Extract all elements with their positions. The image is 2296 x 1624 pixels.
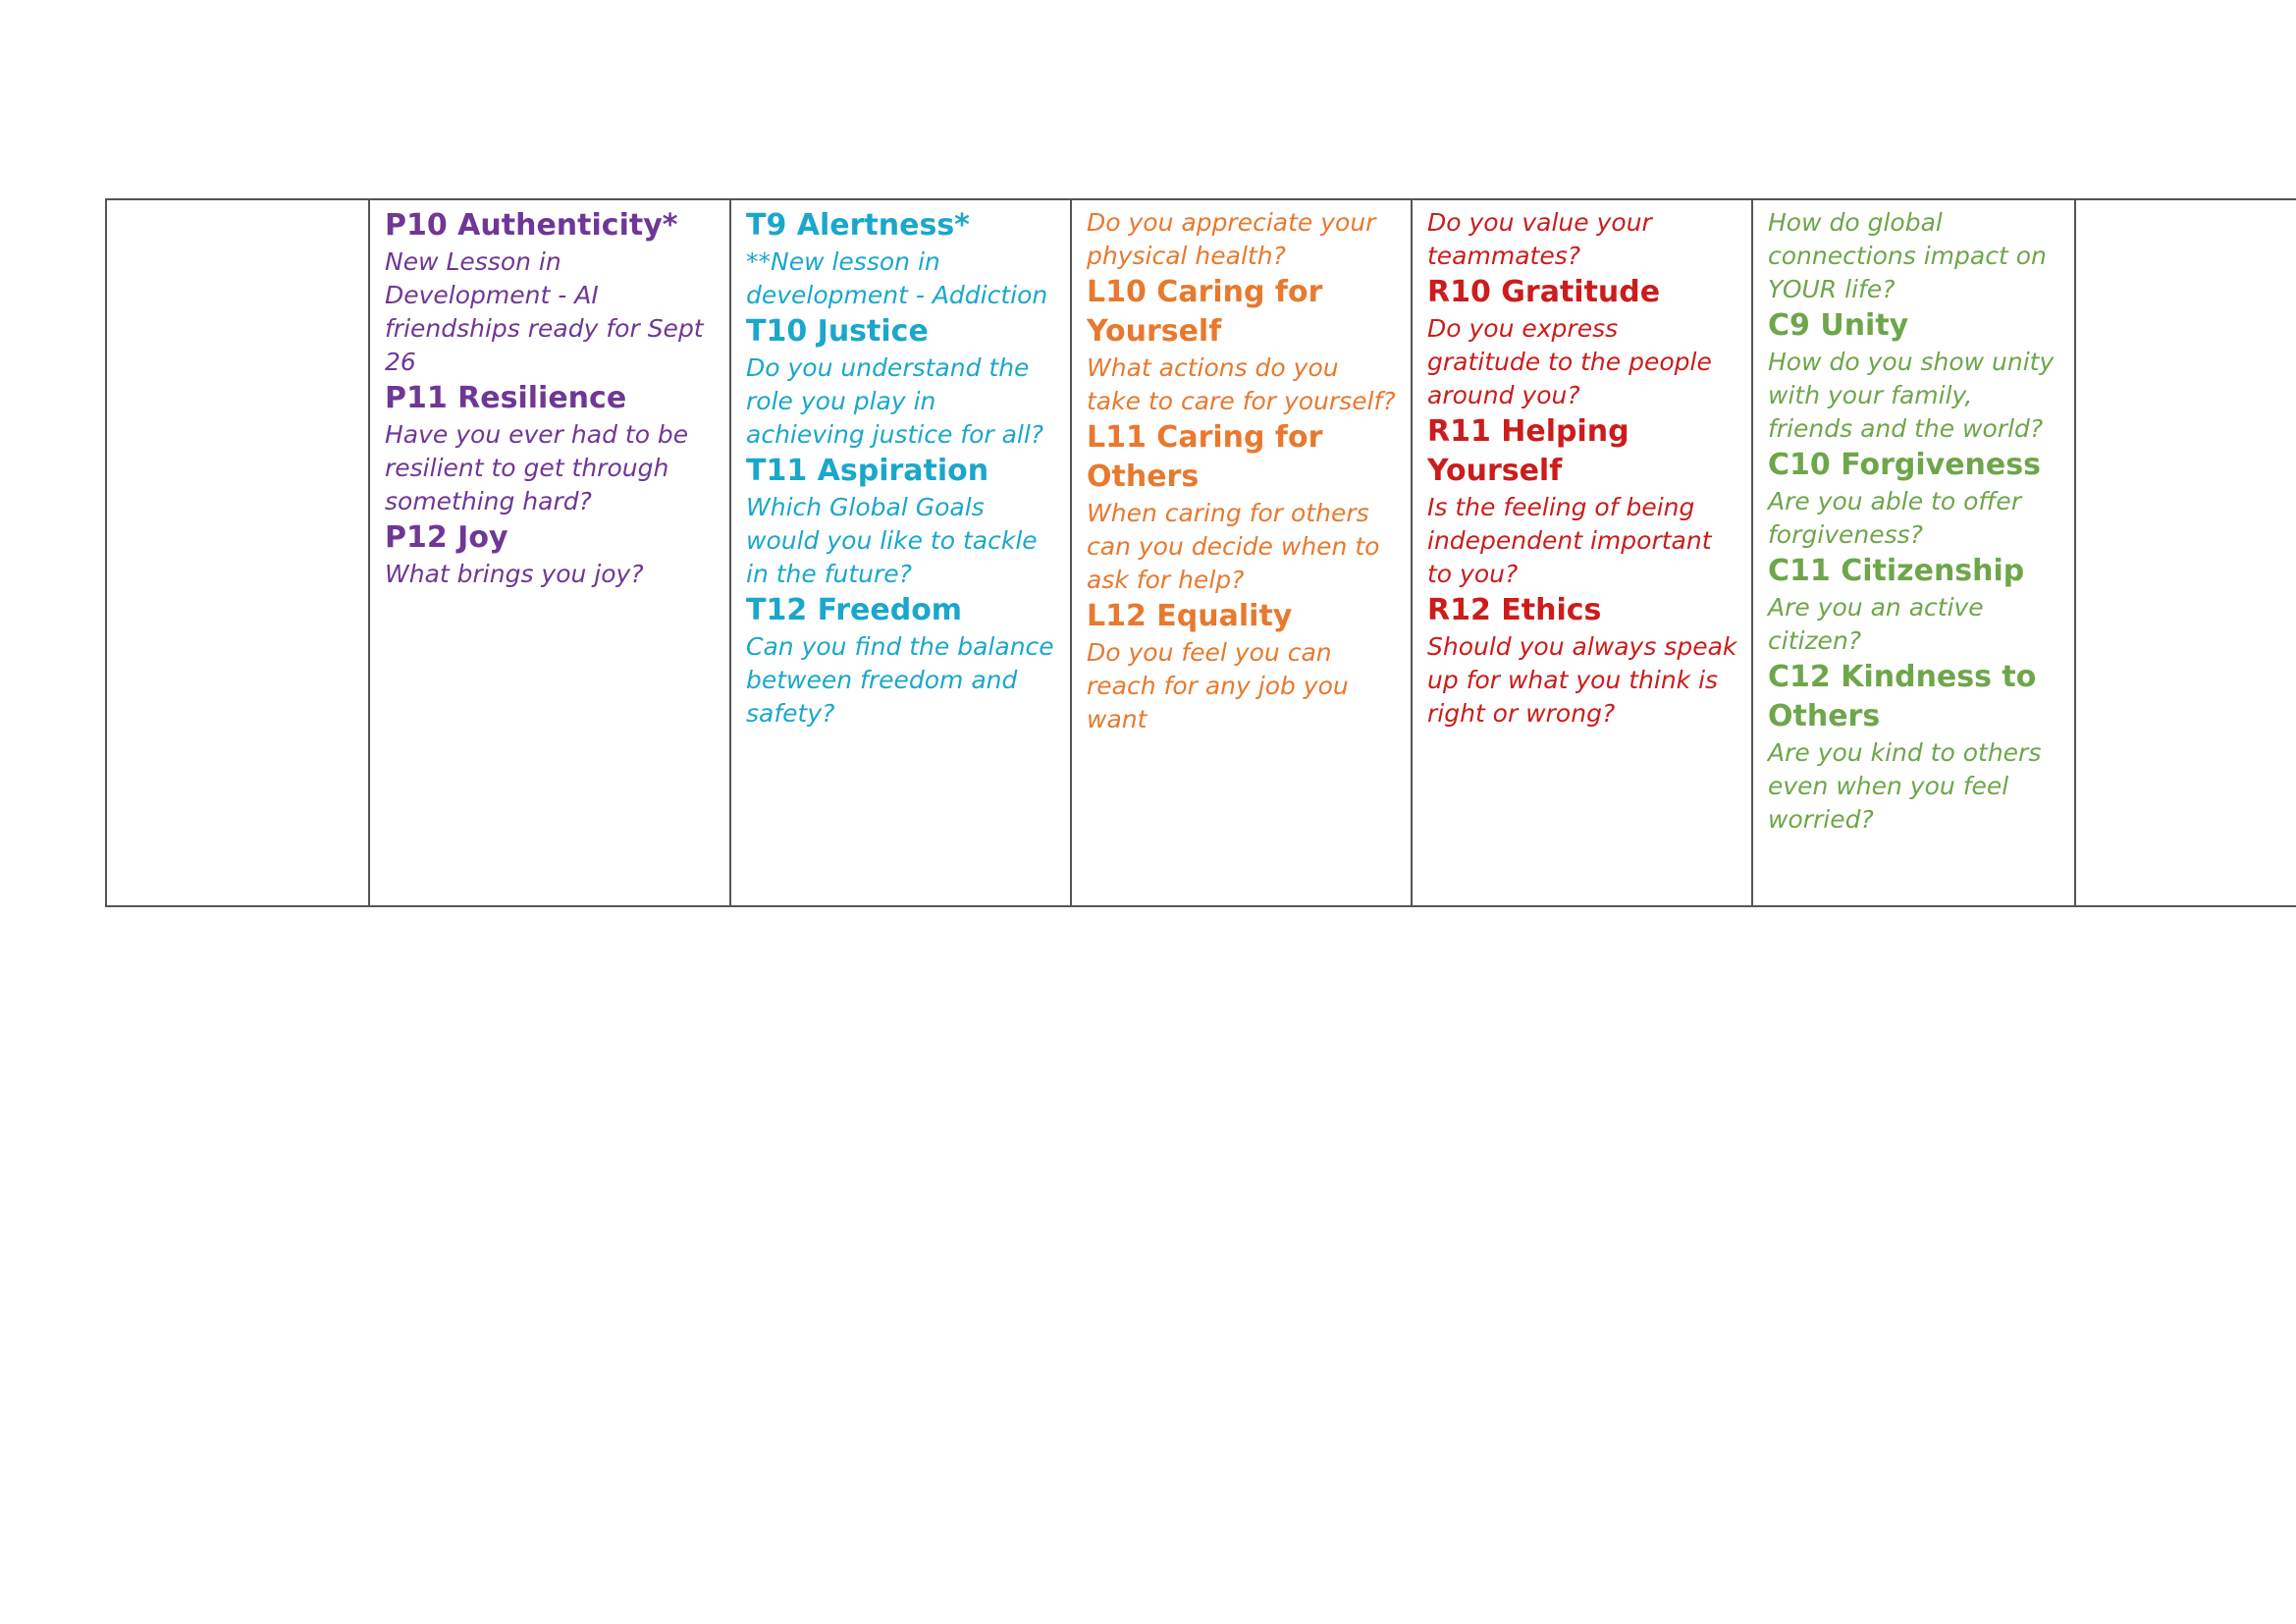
lead-question: Do you value your teammates?	[1427, 208, 1652, 270]
lesson-heading: T12 Freedom	[746, 593, 963, 627]
lesson-question: Have you ever had to be resilient to get through something hard?	[385, 420, 689, 515]
lead-question: How do global connections impact on YOUR life?	[1768, 208, 2047, 303]
lesson-question: Are you kind to others even when you feel worried?	[1768, 738, 2042, 834]
lesson-question: Do you feel you can reach for any job you want	[1087, 638, 1349, 733]
lesson-question: Do you express gratitude to the people around you?	[1427, 314, 1712, 409]
lesson-question: Is the feeling of being independent important to you?	[1427, 493, 1712, 588]
lesson-heading: P11 Resilience	[385, 381, 627, 415]
lesson-heading: L11 Caring for Others	[1087, 420, 1323, 494]
cell-p-lessons	[369, 199, 730, 906]
lesson-question: **New lesson in development - Addiction	[746, 247, 1048, 309]
lesson-question: How do you show unity with your family, friends and the world?	[1768, 348, 2055, 443]
lesson-question: What actions do you take to care for yourself?	[1087, 353, 1396, 415]
lesson-heading: T11 Aspiration	[746, 454, 989, 488]
lesson-heading: C11 Citizenship	[1768, 554, 2025, 588]
lesson-heading: R12 Ethics	[1427, 593, 1602, 627]
lesson-heading: C12 Kindness to Others	[1768, 660, 2037, 733]
lesson-heading: P10 Authenticity*	[385, 208, 678, 243]
lesson-question: Do you understand the role you play in achieving justice for all?	[746, 353, 1044, 449]
lesson-question: Are you able to offer forgiveness?	[1768, 487, 2022, 549]
lesson-question: Can you find the balance between freedom and safety?	[746, 632, 1054, 728]
cell-r-lessons	[1412, 199, 1752, 906]
empty-cell-left	[106, 199, 369, 906]
lesson-question: Which Global Goals would you like to tackle in the future?	[746, 493, 1038, 588]
lesson-heading: T9 Alertness*	[746, 208, 970, 243]
lesson-heading: R10 Gratitude	[1427, 275, 1661, 309]
lesson-question: Should you always speak up for what you think is right or wrong?	[1427, 632, 1737, 728]
lesson-question: What brings you joy?	[385, 560, 644, 588]
lesson-heading: C10 Forgiveness	[1768, 448, 2041, 482]
lesson-heading: P12 Joy	[385, 520, 508, 555]
lesson-heading: R11 Helping Yourself	[1427, 414, 1629, 488]
lead-question: Do you appreciate your physical health?	[1087, 208, 1376, 270]
curriculum-table	[105, 198, 2296, 907]
cell-c-lessons	[1752, 199, 2075, 906]
lesson-heading: L12 Equality	[1087, 599, 1293, 633]
table-row	[106, 199, 2296, 906]
lesson-question: When caring for others can you decide when to ask for help?	[1087, 499, 1380, 594]
lesson-heading: T10 Justice	[746, 314, 929, 349]
empty-cell-right	[2075, 199, 2296, 906]
cell-l-lessons	[1071, 199, 1412, 906]
lesson-heading: L10 Caring for Yourself	[1087, 275, 1323, 349]
lesson-question: Are you an active citizen?	[1768, 593, 1984, 655]
lesson-heading: C9 Unity	[1768, 308, 1909, 343]
lesson-question: New Lesson in Development - AI friendships ready for Sept 26	[385, 247, 704, 376]
cell-t-lessons	[730, 199, 1071, 906]
